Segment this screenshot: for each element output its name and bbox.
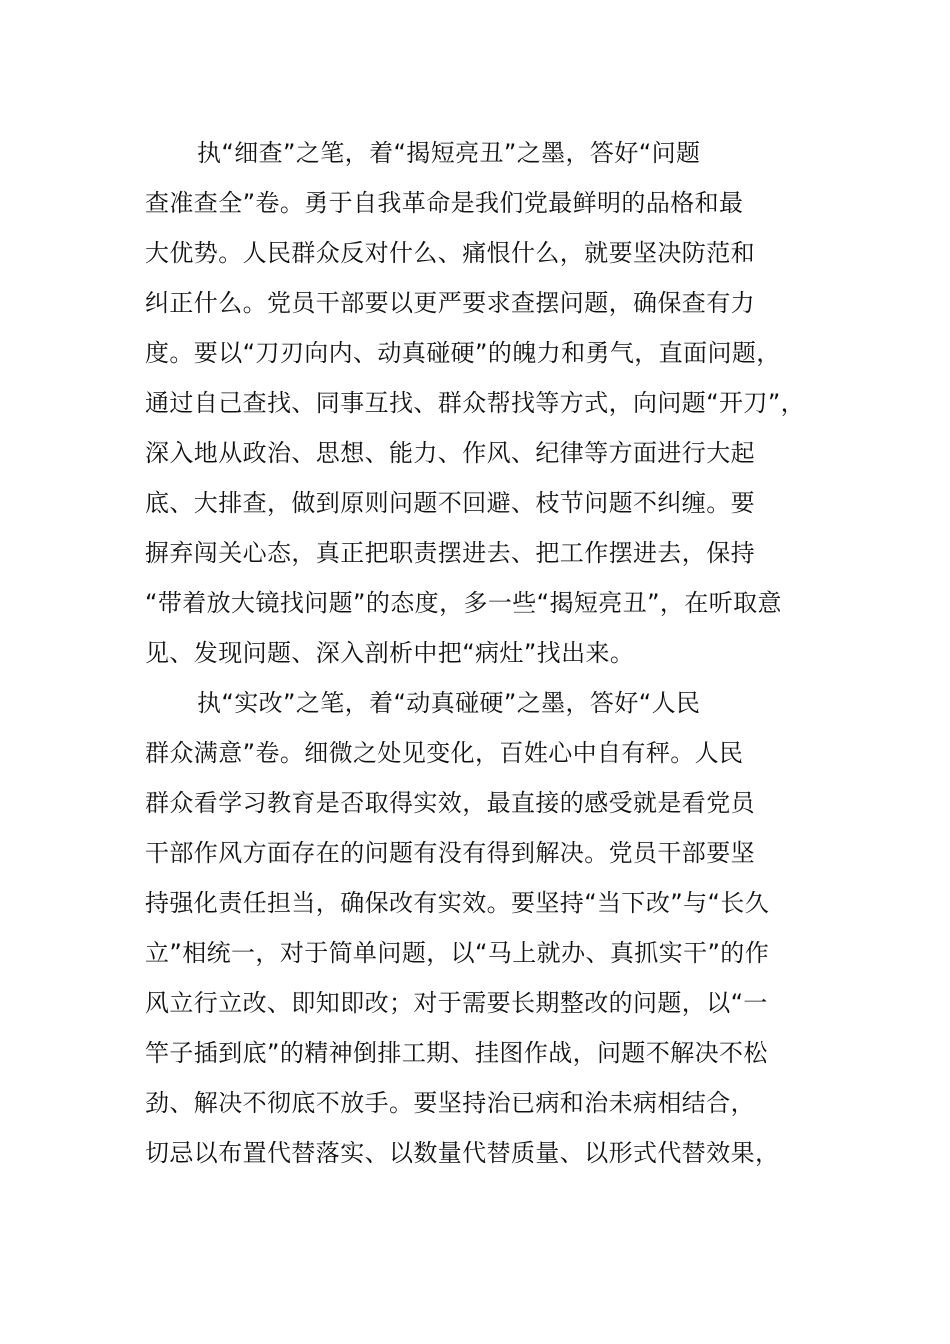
paragraph-line: 底、大排查，做到原则问题不回避、枝节问题不纠缠。要 xyxy=(145,489,755,517)
paragraph-line: 大优势。人民群众反对什么、痛恨什么，就要坚决防范和 xyxy=(145,239,755,267)
paragraph-line: 纠正什么。党员干部要以更严要求查摆问题，确保查有力 xyxy=(145,289,755,317)
document-body xyxy=(145,128,835,1178)
paragraph-2 xyxy=(145,678,835,1178)
paragraph-line: 摒弃闯关心态，真正把职责摆进去、把工作摆进去，保持 xyxy=(145,539,755,567)
paragraph-line: “带着放大镜找问题”的态度，多一些“揭短亮丑”，在听取意 xyxy=(145,589,782,617)
paragraph-line: 执“细查”之笔，着“揭短亮丑”之墨，答好“问题 xyxy=(197,139,701,167)
paragraph-line: 群众满意”卷。细微之处见变化，百姓心中自有秤。人民 xyxy=(145,739,744,767)
paragraph-line: 通过自己查找、同事互找、群众帮找等方式，向问题“开刀”， xyxy=(145,389,806,417)
paragraph-line: 风立行立改、即知即改；对于需要长期整改的问题，以“一 xyxy=(145,989,768,1017)
paragraph-line: 度。要以“刀刃向内、动真碰硬”的魄力和勇气，直面问题， xyxy=(145,339,781,367)
paragraph-line: 深入地从政治、思想、能力、作风、纪律等方面进行大起 xyxy=(145,439,755,467)
paragraph-line: 立”相统一，对于简单问题，以“马上就办、真抓实干”的作 xyxy=(145,939,770,967)
paragraph-line: 见、发现问题、深入剖析中把“病灶”找出来。 xyxy=(145,639,635,667)
paragraph-1 xyxy=(145,128,835,678)
paragraph-line: 竿子插到底”的精神倒排工期、挂图作战，问题不解决不松 xyxy=(145,1039,768,1067)
paragraph-line: 查准查全”卷。勇于自我革命是我们党最鲜明的品格和最 xyxy=(145,189,744,217)
paragraph-line: 劲、解决不彻底不放手。要坚持治已病和治未病相结合， xyxy=(145,1089,755,1117)
paragraph-line: 干部作风方面存在的问题有没有得到解决。党员干部要坚 xyxy=(145,839,755,867)
paragraph-line: 群众看学习教育是否取得实效，最直接的感受就是看党员 xyxy=(145,789,755,817)
paragraph-line: 持强化责任担当，确保改有实效。要坚持“当下改”与“长久 xyxy=(145,889,770,917)
paragraph-line: 执“实改”之笔，着“动真碰硬”之墨，答好“人民 xyxy=(197,689,701,717)
paragraph-line: 切忌以布置代替落实、以数量代替质量、以形式代替效果， xyxy=(145,1139,780,1167)
